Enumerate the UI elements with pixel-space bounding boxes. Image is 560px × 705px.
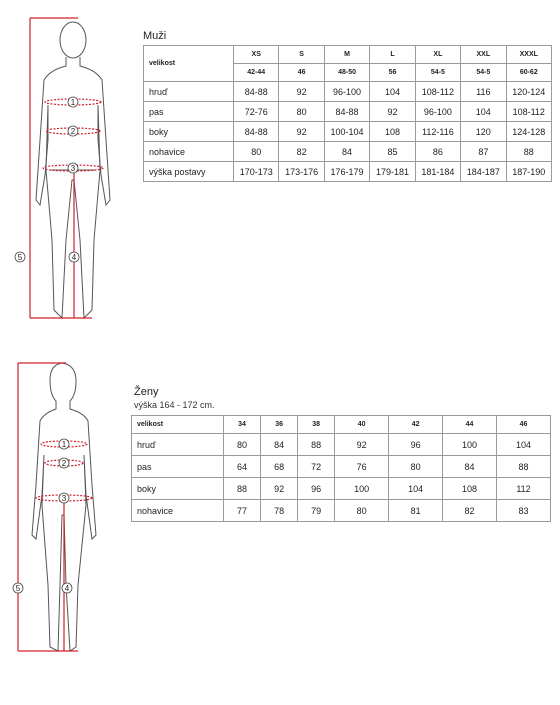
table-row	[132, 434, 551, 456]
table-cell: 77	[224, 500, 261, 522]
table-cell: 187-190	[506, 162, 551, 182]
table-row	[132, 500, 551, 522]
men-eu-size: 42-44	[234, 64, 279, 82]
table-cell: 84	[261, 434, 298, 456]
women-marker-4	[62, 583, 72, 593]
table-cell: 100-104	[324, 122, 369, 142]
women-section-title: Ženy	[134, 386, 159, 398]
women-marker-2	[59, 458, 69, 468]
table-cell: 88	[298, 434, 335, 456]
table-cell: 112-116	[415, 122, 460, 142]
men-size-header: XXL	[461, 46, 506, 64]
table-cell: 104	[389, 478, 443, 500]
men-size-header: S	[279, 46, 324, 64]
men-markers	[0, 0, 130, 330]
table-cell: 80	[335, 500, 389, 522]
men-size-table	[143, 45, 552, 182]
svg-text:1: 1	[61, 440, 67, 449]
women-height-note: výška 164 - 172 cm.	[134, 400, 215, 410]
table-cell: 81	[389, 500, 443, 522]
svg-text:5: 5	[15, 584, 21, 593]
women-size-header: 36	[261, 416, 298, 434]
table-cell: 83	[497, 500, 551, 522]
svg-text:3: 3	[70, 164, 76, 173]
men-marker-2	[68, 126, 78, 136]
row-label: nohavice	[132, 500, 224, 522]
table-cell: 84-88	[324, 102, 369, 122]
table-cell: 84	[443, 456, 497, 478]
table-row	[144, 162, 552, 182]
table-cell: 104	[497, 434, 551, 456]
table-cell: 124-128	[506, 122, 551, 142]
women-header-label: velikost	[132, 416, 224, 434]
table-cell: 68	[261, 456, 298, 478]
svg-text:5: 5	[17, 253, 23, 262]
women-markers	[0, 355, 130, 665]
table-cell: 80	[389, 456, 443, 478]
table-cell: 96-100	[324, 82, 369, 102]
table-cell: 80	[224, 434, 261, 456]
table-cell: 104	[370, 82, 415, 102]
svg-text:2: 2	[61, 459, 67, 468]
men-marker-4	[69, 252, 79, 262]
table-cell: 104	[461, 102, 506, 122]
table-cell: 84-88	[234, 122, 279, 142]
table-cell: 72-76	[234, 102, 279, 122]
table-row	[132, 456, 551, 478]
row-label: hruď	[132, 434, 224, 456]
men-eu-size: 56	[370, 64, 415, 82]
table-cell: 108-112	[506, 102, 551, 122]
table-row	[144, 142, 552, 162]
men-header-label: velikost	[144, 46, 234, 82]
svg-text:1: 1	[70, 98, 76, 107]
svg-text:3: 3	[61, 494, 67, 503]
men-eu-size: 54-5	[461, 64, 506, 82]
svg-text:4: 4	[64, 584, 70, 593]
row-label: výška postavy	[144, 162, 234, 182]
women-marker-3	[59, 493, 69, 503]
table-row	[144, 122, 552, 142]
table-row	[144, 102, 552, 122]
men-eu-size: 60-62	[506, 64, 551, 82]
svg-text:4: 4	[71, 253, 77, 262]
table-cell: 181-184	[415, 162, 460, 182]
men-marker-5	[15, 252, 25, 262]
women-size-header: 34	[224, 416, 261, 434]
row-label: hruď	[144, 82, 234, 102]
table-cell: 88	[497, 456, 551, 478]
table-cell: 108	[443, 478, 497, 500]
table-cell: 85	[370, 142, 415, 162]
table-row	[144, 82, 552, 102]
table-cell: 92	[279, 122, 324, 142]
table-cell: 96	[298, 478, 335, 500]
table-cell: 92	[261, 478, 298, 500]
row-label: pas	[132, 456, 224, 478]
row-label: pas	[144, 102, 234, 122]
table-cell: 96	[389, 434, 443, 456]
table-cell: 78	[261, 500, 298, 522]
row-label: nohavice	[144, 142, 234, 162]
table-cell: 116	[461, 82, 506, 102]
men-eu-size: 46	[279, 64, 324, 82]
table-cell: 80	[279, 102, 324, 122]
table-cell: 170-173	[234, 162, 279, 182]
table-cell: 86	[415, 142, 460, 162]
table-cell: 184-187	[461, 162, 506, 182]
men-eu-size: 48-50	[324, 64, 369, 82]
men-eu-size: 54-5	[415, 64, 460, 82]
table-cell: 112	[497, 478, 551, 500]
table-cell: 76	[335, 456, 389, 478]
men-size-header: XS	[234, 46, 279, 64]
men-size-header: XL	[415, 46, 460, 64]
table-cell: 96-100	[415, 102, 460, 122]
table-cell: 82	[279, 142, 324, 162]
table-cell: 92	[279, 82, 324, 102]
men-marker-3	[68, 163, 78, 173]
women-size-header: 44	[443, 416, 497, 434]
men-size-header: L	[370, 46, 415, 64]
women-marker-5	[13, 583, 23, 593]
table-cell: 84	[324, 142, 369, 162]
table-cell: 179-181	[370, 162, 415, 182]
table-cell: 88	[224, 478, 261, 500]
table-cell: 176-179	[324, 162, 369, 182]
women-marker-1	[59, 439, 69, 449]
table-cell: 80	[234, 142, 279, 162]
women-size-header: 46	[497, 416, 551, 434]
women-size-header: 40	[335, 416, 389, 434]
table-cell: 173-176	[279, 162, 324, 182]
table-cell: 84-88	[234, 82, 279, 102]
table-cell: 100	[443, 434, 497, 456]
svg-text:2: 2	[70, 127, 76, 136]
table-cell: 79	[298, 500, 335, 522]
women-size-header: 38	[298, 416, 335, 434]
men-section-title: Muži	[143, 30, 167, 42]
table-cell: 120	[461, 122, 506, 142]
women-size-header: 42	[389, 416, 443, 434]
men-marker-1	[68, 97, 78, 107]
table-cell: 64	[224, 456, 261, 478]
row-label: boky	[132, 478, 224, 500]
row-label: boky	[144, 122, 234, 142]
table-cell: 88	[506, 142, 551, 162]
table-cell: 92	[370, 102, 415, 122]
table-cell: 82	[443, 500, 497, 522]
men-size-header: XXXL	[506, 46, 551, 64]
table-cell: 100	[335, 478, 389, 500]
table-cell: 87	[461, 142, 506, 162]
table-cell: 108	[370, 122, 415, 142]
table-cell: 120-124	[506, 82, 551, 102]
table-cell: 72	[298, 456, 335, 478]
table-cell: 108-112	[415, 82, 460, 102]
table-row	[132, 478, 551, 500]
women-size-table	[131, 415, 551, 522]
table-cell: 92	[335, 434, 389, 456]
men-size-header: M	[324, 46, 369, 64]
